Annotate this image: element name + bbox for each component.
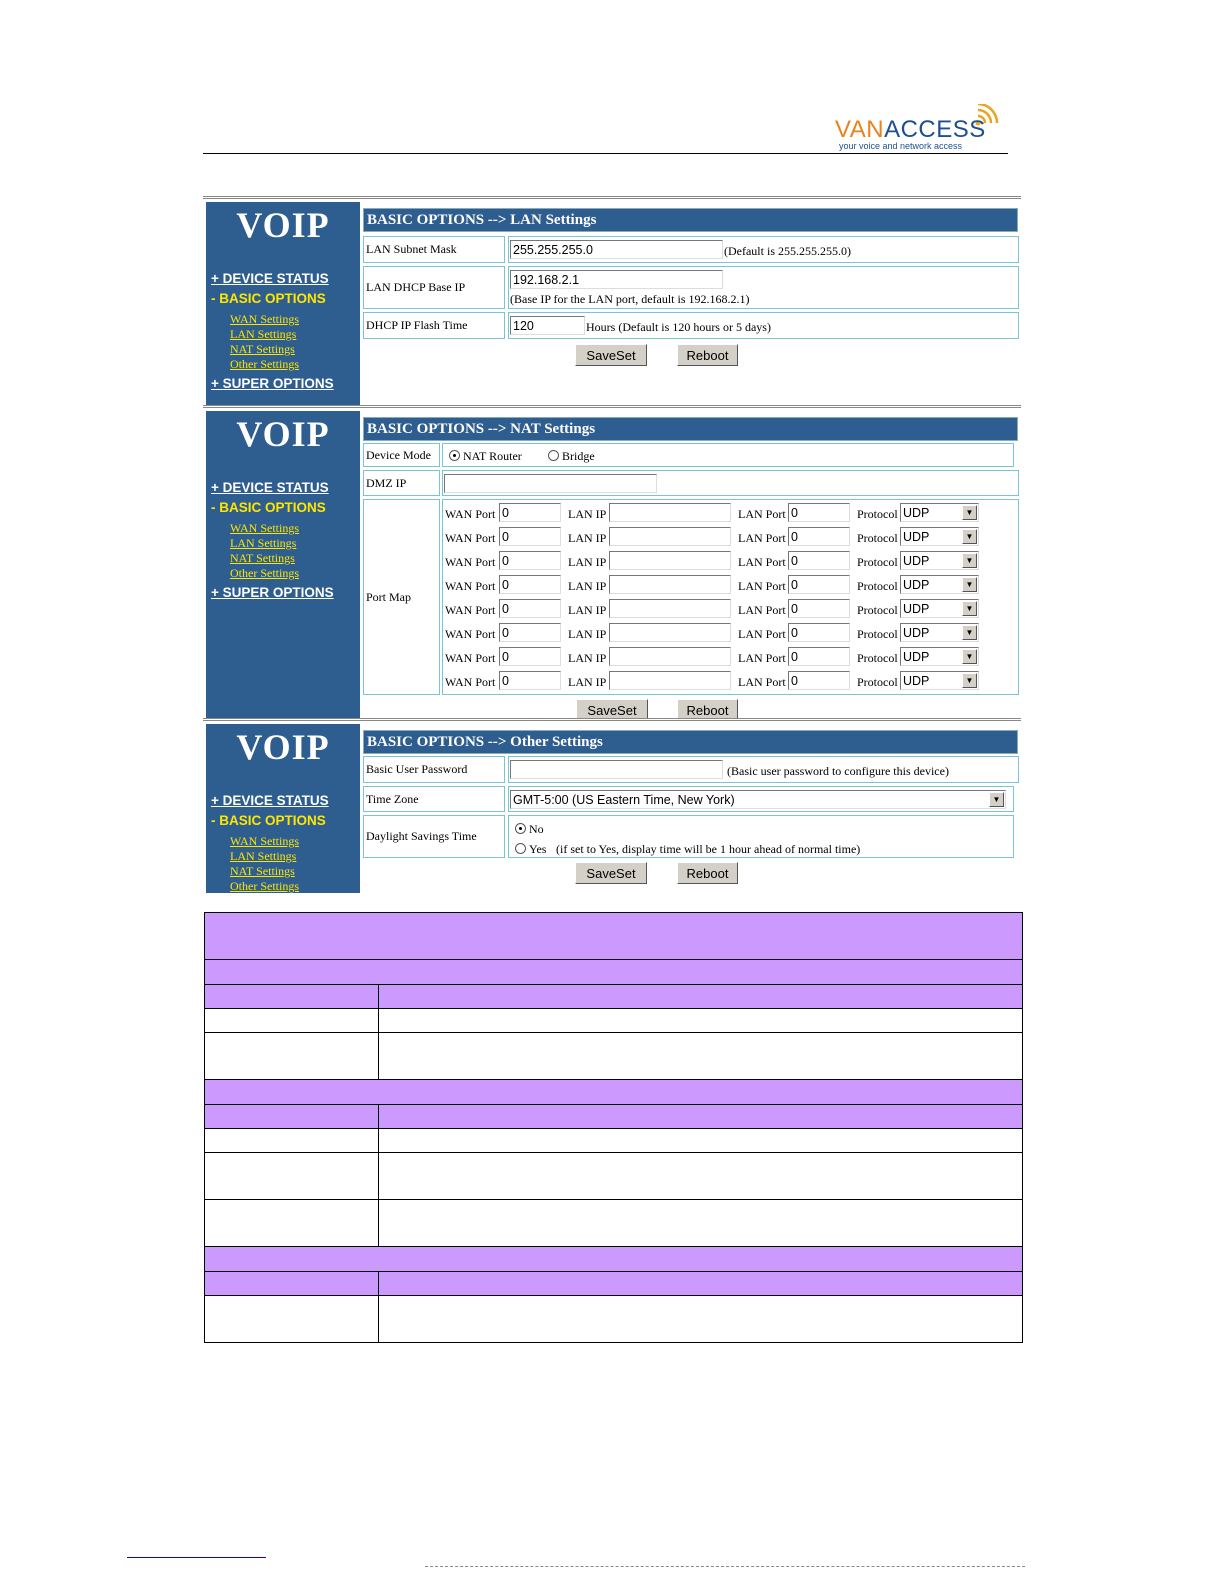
wan-port-input[interactable]: 0 [499, 671, 561, 690]
flash-label: DHCP IP Flash Time [363, 312, 505, 339]
protocol-label: Protocol [857, 603, 898, 617]
lan-ip-label: LAN IP [568, 579, 607, 593]
brand-voip: VOIP [236, 727, 330, 767]
saveset-button[interactable]: SaveSet [575, 862, 647, 884]
lan-port-input[interactable]: 0 [788, 647, 850, 666]
lan-port-label: LAN Port [738, 675, 786, 689]
portmap-row [443, 550, 1023, 574]
other-settings-screenshot [203, 718, 1021, 893]
protocol-value: UDP [903, 530, 930, 544]
protocol-label: Protocol [857, 651, 898, 665]
dhcp-note: (Base IP for the LAN port, default is 192.168.2.1) [510, 292, 750, 306]
table-row [205, 1153, 1023, 1200]
lan-port-input[interactable]: 0 [788, 527, 850, 546]
chevron-down-icon[interactable]: ▼ [962, 673, 977, 688]
portmap-label: Port Map [363, 499, 440, 695]
column-header-row [205, 985, 1023, 1009]
dst-yes-radio[interactable] [515, 843, 526, 854]
nav-wan-settings[interactable]: WAN Settings [230, 834, 299, 848]
chevron-down-icon[interactable]: ▼ [962, 601, 977, 616]
nat-settings-screenshot [203, 405, 1021, 721]
nav-super-options[interactable]: + SUPER OPTIONS [211, 585, 334, 600]
bridge-radio[interactable] [548, 450, 559, 461]
portmap-row [443, 574, 1023, 598]
lan-ip-label: LAN IP [568, 675, 607, 689]
protocol-label: Protocol [857, 531, 898, 545]
wan-port-label: WAN Port [445, 507, 496, 521]
nav-lan-settings[interactable]: LAN Settings [230, 327, 297, 341]
protocol-select[interactable] [900, 503, 979, 522]
protocol-label: Protocol [857, 627, 898, 641]
portmap-row [443, 622, 1023, 646]
portmap-cell [442, 499, 1019, 695]
table-header [205, 913, 1023, 960]
lan-ip-input[interactable] [609, 527, 731, 546]
protocol-value: UDP [903, 578, 930, 592]
lan-port-label: LAN Port [738, 555, 786, 569]
protocol-select[interactable] [900, 551, 979, 570]
timezone-label: Time Zone [363, 786, 505, 812]
lan-ip-input[interactable] [609, 503, 731, 522]
wan-port-input[interactable]: 0 [499, 647, 561, 666]
lan-ip-label: LAN IP [568, 627, 607, 641]
wan-port-label: WAN Port [445, 555, 496, 569]
flash-note: Hours (Default is 120 hours or 5 days) [586, 320, 771, 334]
dmz-label: DMZ IP [363, 470, 440, 496]
lan-port-input[interactable]: 0 [788, 575, 850, 594]
timezone-select[interactable] [510, 790, 1006, 809]
nav-device-status[interactable]: + DEVICE STATUS [211, 271, 329, 286]
nav-lan-settings[interactable]: LAN Settings [230, 536, 297, 550]
nav-device-status[interactable]: + DEVICE STATUS [211, 793, 329, 808]
lan-ip-label: LAN IP [568, 531, 607, 545]
dhcp-cell [508, 266, 1019, 309]
flash-cell [508, 312, 1019, 339]
protocol-label: Protocol [857, 507, 898, 521]
lan-port-label: LAN Port [738, 579, 786, 593]
nav-nat-settings[interactable]: NAT Settings [230, 864, 295, 878]
wan-port-input[interactable]: 0 [499, 503, 561, 522]
lan-ip-input[interactable] [609, 671, 731, 690]
protocol-label: Protocol [857, 555, 898, 569]
lan-ip-input[interactable] [609, 599, 731, 618]
sidebar [206, 202, 360, 407]
subnet-note: (Default is 255.255.255.0) [724, 244, 851, 258]
subnet-cell [508, 236, 1019, 263]
wan-port-label: WAN Port [445, 579, 496, 593]
nav-lan-settings[interactable]: LAN Settings [230, 849, 297, 863]
lan-ip-label: LAN IP [568, 555, 607, 569]
wan-port-input[interactable]: 0 [499, 623, 561, 642]
column-header-row [205, 1272, 1023, 1296]
password-input[interactable] [510, 760, 723, 779]
vanaccess-logo [835, 100, 1010, 155]
nav-other-settings[interactable]: Other Settings [230, 566, 299, 580]
dst-no-label: No [529, 822, 544, 836]
table-row [205, 1200, 1023, 1247]
sidebar [206, 411, 360, 718]
protocol-label: Protocol [857, 675, 898, 689]
lan-port-label: LAN Port [738, 507, 786, 521]
chevron-down-icon[interactable]: ▼ [989, 792, 1004, 807]
nav-wan-settings[interactable]: WAN Settings [230, 521, 299, 535]
portmap-row [443, 646, 1023, 670]
protocol-select[interactable] [900, 527, 979, 546]
lan-port-label: LAN Port [738, 603, 786, 617]
nat-router-radio[interactable] [449, 450, 460, 461]
reboot-button[interactable]: Reboot [677, 699, 738, 721]
dhcp-input[interactable]: 192.168.2.1 [510, 270, 723, 289]
protocol-value: UDP [903, 674, 930, 688]
nat-router-label: NAT Router [463, 449, 522, 463]
dst-no-radio[interactable] [515, 823, 526, 834]
wan-port-input[interactable]: 0 [499, 551, 561, 570]
protocol-select[interactable] [900, 671, 979, 690]
column-header-row [205, 1105, 1023, 1129]
lan-ip-input[interactable] [609, 647, 731, 666]
portmap-row [443, 670, 1023, 694]
nav-other-settings[interactable]: Other Settings [230, 879, 299, 893]
wan-port-label: WAN Port [445, 675, 496, 689]
nav-nat-settings[interactable]: NAT Settings [230, 342, 295, 356]
dhcp-label: LAN DHCP Base IP [363, 266, 505, 309]
device-mode-cell [442, 443, 1014, 467]
wan-port-input[interactable]: 0 [499, 599, 561, 618]
dst-note: (if set to Yes, display time will be 1 hour ahead of normal time) [556, 842, 861, 856]
table-row [205, 1129, 1023, 1153]
header-rule [203, 153, 1008, 154]
wan-port-label: WAN Port [445, 531, 496, 545]
section-header [205, 1247, 1023, 1272]
lan-port-input[interactable]: 0 [788, 671, 850, 690]
protocol-select[interactable] [900, 575, 979, 594]
wan-port-label: WAN Port [445, 603, 496, 617]
password-label: Basic User Password [363, 756, 505, 783]
nav-other-settings[interactable]: Other Settings [230, 357, 299, 371]
wan-port-label: WAN Port [445, 627, 496, 641]
timezone-value: GMT-5:00 (US Eastern Time, New York) [513, 793, 735, 807]
lan-ip-label: LAN IP [568, 507, 607, 521]
protocol-value: UDP [903, 602, 930, 616]
bridge-label: Bridge [562, 449, 595, 463]
device-mode-label: Device Mode [363, 443, 440, 467]
lan-ip-input[interactable] [609, 575, 731, 594]
nav-wan-settings[interactable]: WAN Settings [230, 312, 299, 326]
footer-divider [425, 1566, 1025, 1567]
lan-port-label: LAN Port [738, 627, 786, 641]
footer-link-underline [127, 1557, 266, 1558]
protocol-value: UDP [903, 554, 930, 568]
nav-device-status[interactable]: + DEVICE STATUS [211, 480, 329, 495]
saveset-button[interactable]: SaveSet [575, 344, 647, 366]
section-header [205, 960, 1023, 985]
password-note: (Basic user password to configure this device) [727, 764, 949, 778]
timezone-cell [508, 786, 1014, 812]
logo-wordmark: VANACCESS [835, 116, 986, 143]
protocol-value: UDP [903, 626, 930, 640]
chevron-down-icon[interactable]: ▼ [962, 553, 977, 568]
section-header [205, 1080, 1023, 1105]
dst-label: Daylight Savings Time [363, 815, 505, 858]
lan-port-label: LAN Port [738, 531, 786, 545]
chevron-down-icon[interactable]: ▼ [962, 625, 977, 640]
chevron-down-icon[interactable]: ▼ [962, 505, 977, 520]
portmap-row [443, 526, 1023, 550]
subnet-label: LAN Subnet Mask [363, 236, 505, 263]
dst-yes-label: Yes [529, 842, 547, 856]
saveset-button[interactable]: SaveSet [576, 699, 648, 721]
portmap-row [443, 502, 1023, 526]
chevron-down-icon[interactable]: ▼ [962, 529, 977, 544]
wan-port-label: WAN Port [445, 651, 496, 665]
lan-port-input[interactable]: 0 [788, 551, 850, 570]
protocol-value: UDP [903, 506, 930, 520]
dmz-input[interactable] [444, 474, 657, 493]
dmz-cell [442, 470, 1019, 496]
nav-basic-options[interactable]: - BASIC OPTIONS [211, 500, 326, 515]
sidebar [206, 724, 360, 893]
lan-settings-screenshot [203, 196, 1021, 410]
logo-tagline: your voice and network access [839, 141, 963, 151]
wan-port-input[interactable]: 0 [499, 575, 561, 594]
table-row [205, 1009, 1023, 1033]
page-title: BASIC OPTIONS --> Other Settings [363, 730, 1018, 754]
protocol-select[interactable] [900, 599, 979, 618]
nav-nat-settings[interactable]: NAT Settings [230, 551, 295, 565]
subnet-input[interactable]: 255.255.255.0 [510, 240, 723, 259]
lan-port-input[interactable]: 0 [788, 503, 850, 522]
wan-port-input[interactable]: 0 [499, 527, 561, 546]
protocol-select[interactable] [900, 647, 979, 666]
lan-port-label: LAN Port [738, 651, 786, 665]
brand-voip: VOIP [236, 205, 330, 245]
page-title: BASIC OPTIONS --> LAN Settings [363, 208, 1018, 232]
table-row [205, 1033, 1023, 1080]
lan-ip-label: LAN IP [568, 603, 607, 617]
protocol-label: Protocol [857, 579, 898, 593]
flash-input[interactable]: 120 [510, 316, 585, 335]
portmap-row [443, 598, 1023, 622]
reboot-button[interactable]: Reboot [677, 344, 738, 366]
table-row [205, 1296, 1023, 1343]
brand-voip: VOIP [236, 414, 330, 454]
lan-ip-input[interactable] [609, 623, 731, 642]
password-cell [508, 756, 1019, 783]
lan-ip-input[interactable] [609, 551, 731, 570]
dst-cell [508, 815, 1014, 858]
lan-port-input[interactable]: 0 [788, 623, 850, 642]
nav-super-options[interactable]: + SUPER OPTIONS [211, 376, 334, 391]
nav-basic-options[interactable]: - BASIC OPTIONS [211, 291, 326, 306]
page-title: BASIC OPTIONS --> NAT Settings [363, 417, 1018, 441]
lan-ip-label: LAN IP [568, 651, 607, 665]
chevron-down-icon[interactable]: ▼ [962, 649, 977, 664]
protocol-value: UDP [903, 650, 930, 664]
protocol-select[interactable] [900, 623, 979, 642]
nav-basic-options[interactable]: - BASIC OPTIONS [211, 813, 326, 828]
reboot-button[interactable]: Reboot [677, 862, 738, 884]
settings-description-table [204, 912, 1023, 1343]
chevron-down-icon[interactable]: ▼ [962, 577, 977, 592]
lan-port-input[interactable]: 0 [788, 599, 850, 618]
